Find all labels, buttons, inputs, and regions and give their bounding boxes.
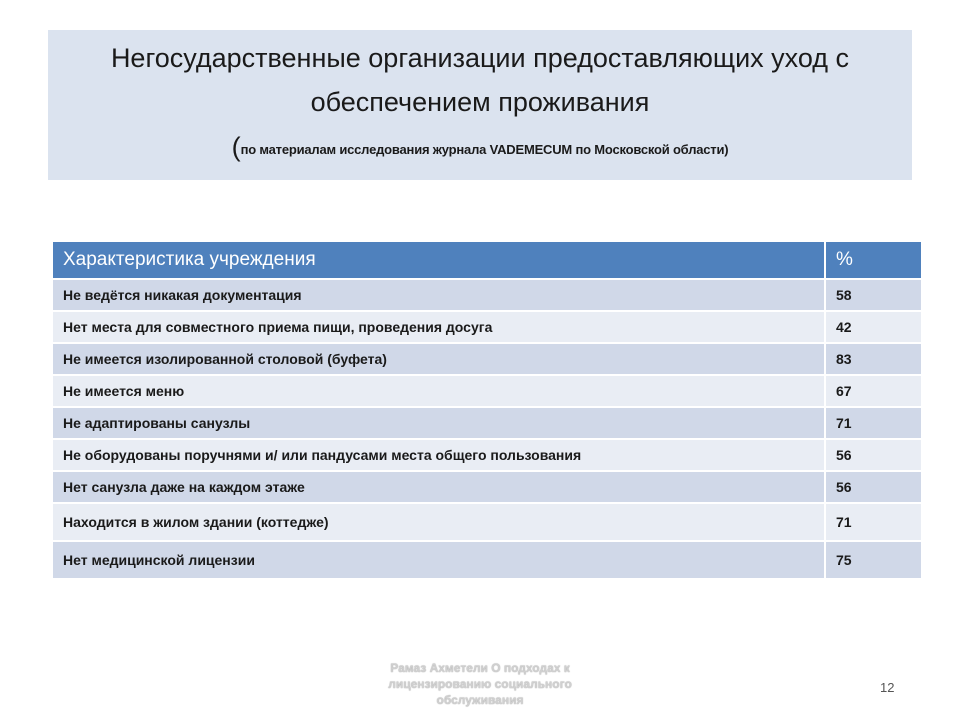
characteristics-table bbox=[53, 242, 921, 580]
footer-note-line-1: Рамаз Ахметели О подходах к bbox=[390, 661, 570, 675]
slide-title-box bbox=[48, 30, 912, 180]
table-header-row bbox=[53, 242, 921, 279]
slide-subtitle bbox=[48, 132, 912, 163]
table-row bbox=[53, 343, 921, 375]
footer-note-line-3: обслуживания bbox=[436, 693, 524, 707]
row-value: 83 bbox=[825, 343, 921, 375]
row-label: Нет медицинской лицензии bbox=[53, 541, 825, 579]
subtitle-text: по материалам исследования журнала VADEMECUM по Московской области) bbox=[240, 142, 729, 157]
row-value: 71 bbox=[825, 503, 921, 541]
row-label: Нет места для совместного приема пищи, проведения досуга bbox=[53, 311, 825, 343]
row-label: Не ведётся никакая документация bbox=[53, 279, 825, 311]
row-label: Нет санузла даже на каждом этаже bbox=[53, 471, 825, 503]
row-label: Не имеется меню bbox=[53, 375, 825, 407]
title-line-1: Негосударственные организации предоставляющих уход с bbox=[110, 43, 850, 73]
table-row bbox=[53, 311, 921, 343]
header-characteristic: Характеристика учреждения bbox=[53, 242, 825, 279]
row-value: 71 bbox=[825, 407, 921, 439]
table-row bbox=[53, 439, 921, 471]
table-row bbox=[53, 503, 921, 541]
row-value: 67 bbox=[825, 375, 921, 407]
table-row bbox=[53, 471, 921, 503]
table-row bbox=[53, 375, 921, 407]
row-label: Находится в жилом здании (коттедже) bbox=[53, 503, 825, 541]
table-row bbox=[53, 279, 921, 311]
row-label: Не адаптированы санузлы bbox=[53, 407, 825, 439]
table-row bbox=[53, 407, 921, 439]
header-percent: % bbox=[825, 242, 921, 279]
title-line-2: обеспечением проживания bbox=[310, 87, 650, 117]
footer-note-line-2: лицензированию социального bbox=[388, 677, 572, 691]
page-number: 12 bbox=[880, 680, 895, 695]
table-row bbox=[53, 541, 921, 579]
subtitle-paren: ( bbox=[231, 132, 241, 162]
row-label: Не имеется изолированной столовой (буфета) bbox=[53, 343, 825, 375]
row-label: Не оборудованы поручнями и/ или пандусами места общего пользования bbox=[53, 439, 825, 471]
row-value: 75 bbox=[825, 541, 921, 579]
row-value: 56 bbox=[825, 439, 921, 471]
row-value: 42 bbox=[825, 311, 921, 343]
slide-title bbox=[48, 30, 912, 124]
row-value: 56 bbox=[825, 471, 921, 503]
row-value: 58 bbox=[825, 279, 921, 311]
footer-note bbox=[360, 660, 600, 708]
